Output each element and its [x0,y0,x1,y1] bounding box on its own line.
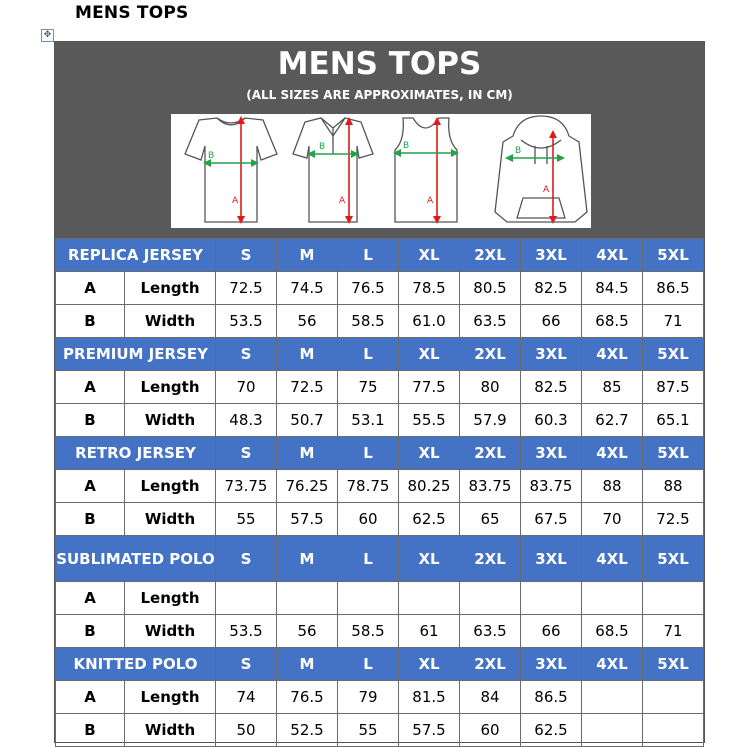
table-cell: 63.5 [460,615,521,648]
table-cell [460,582,521,615]
measure-code: A [56,272,125,305]
section-header-row [56,437,704,470]
table-cell: 76.5 [277,681,338,714]
size-header: XL [399,338,460,371]
measure-code: B [56,305,125,338]
tshirt-b-label: B [208,151,215,161]
size-header: S [216,437,277,470]
table-cell [399,582,460,615]
size-header: XL [399,239,460,272]
document-title: MENS TOPS [75,3,189,23]
table-cell: 52.5 [277,714,338,747]
measure-label: Width [125,404,216,437]
polo-a-label: A [339,196,346,206]
size-header: 5XL [643,536,704,582]
measure-label: Length [125,371,216,404]
size-header: 2XL [460,648,521,681]
table-row [56,272,704,305]
table-cell: 48.3 [216,404,277,437]
measure-code: B [56,404,125,437]
table-cell: 55 [338,714,399,747]
size-header: 4XL [582,239,643,272]
measure-label: Width [125,615,216,648]
table-row [56,582,704,615]
table-cell: 60.3 [521,404,582,437]
size-header: S [216,338,277,371]
measure-label: Length [125,470,216,503]
table-cell: 86.5 [643,272,704,305]
size-header: 3XL [521,338,582,371]
table-row [56,714,704,747]
table-cell [216,582,277,615]
table-cell: 83.75 [460,470,521,503]
size-header: 3XL [521,648,582,681]
section-header-row [56,338,704,371]
garment-illustrations [171,114,591,228]
size-header: 2XL [460,239,521,272]
table-cell: 60 [460,714,521,747]
table-cell: 50.7 [277,404,338,437]
table-cell: 85 [582,371,643,404]
measure-label: Length [125,681,216,714]
table-cell: 62.5 [399,503,460,536]
size-header: S [216,648,277,681]
table-cell: 78.75 [338,470,399,503]
size-header: XL [399,536,460,582]
tshirt-a-label: A [232,196,239,206]
table-row [56,371,704,404]
size-header: S [216,536,277,582]
table-cell: 56 [277,305,338,338]
garment-diagram [171,114,591,228]
table-cell: 68.5 [582,615,643,648]
size-header: M [277,338,338,371]
size-header: L [338,338,399,371]
table-cell: 63.5 [460,305,521,338]
hoodie-b-label: B [515,146,522,156]
table-cell: 53.5 [216,615,277,648]
size-header: 4XL [582,338,643,371]
measure-code: B [56,503,125,536]
table-cell: 58.5 [338,305,399,338]
table-cell: 65.1 [643,404,704,437]
size-header: 4XL [582,536,643,582]
table-cell: 81.5 [399,681,460,714]
table-cell [582,582,643,615]
table-cell: 72.5 [277,371,338,404]
size-header: L [338,437,399,470]
size-header: S [216,239,277,272]
banner-subtitle: (ALL SIZES ARE APPROXIMATES, IN CM) [246,88,513,102]
size-chart-sheet [54,41,705,743]
table-cell: 76.5 [338,272,399,305]
section-header-row [56,648,704,681]
size-header: 3XL [521,239,582,272]
size-header: 2XL [460,536,521,582]
size-header: M [277,648,338,681]
table-cell: 72.5 [216,272,277,305]
table-cell: 61.0 [399,305,460,338]
size-header: L [338,239,399,272]
table-cell: 82.5 [521,371,582,404]
table-cell: 71 [643,305,704,338]
measure-label: Length [125,582,216,615]
size-header: 4XL [582,648,643,681]
size-header: 2XL [460,437,521,470]
measure-code: B [56,714,125,747]
size-header: L [338,536,399,582]
table-row [56,404,704,437]
section-header-row [56,536,704,582]
size-header: 5XL [643,239,704,272]
table-cell: 73.75 [216,470,277,503]
table-cell: 75 [338,371,399,404]
table-cell: 57.5 [399,714,460,747]
singlet-a-label: A [427,196,434,206]
table-cell: 84.5 [582,272,643,305]
size-header: 4XL [582,437,643,470]
table-row [56,681,704,714]
table-row [56,305,704,338]
table-cell: 87.5 [643,371,704,404]
hoodie-icon [495,116,587,222]
header-banner [55,42,704,238]
table-row [56,503,704,536]
size-header: M [277,239,338,272]
size-header: 5XL [643,338,704,371]
table-cell: 66 [521,305,582,338]
table-cell [277,582,338,615]
table-row [56,470,704,503]
table-cell: 80 [460,371,521,404]
section-header-row [56,239,704,272]
table-cell [643,714,704,747]
table-cell: 80.5 [460,272,521,305]
measure-label: Width [125,305,216,338]
table-cell: 53.1 [338,404,399,437]
table-cell: 77.5 [399,371,460,404]
hoodie-a-label: A [543,185,550,195]
table-cell: 62.7 [582,404,643,437]
polo-b-label: B [319,142,326,152]
section-name: REPLICA JERSEY [56,239,216,272]
size-header: 3XL [521,437,582,470]
table-cell: 50 [216,714,277,747]
table-cell [521,582,582,615]
table-cell: 55.5 [399,404,460,437]
size-header: 5XL [643,437,704,470]
table-cell: 60 [338,503,399,536]
table-cell: 57.5 [277,503,338,536]
table-cell: 83.75 [521,470,582,503]
measure-code: A [56,470,125,503]
table-cell: 84 [460,681,521,714]
measure-label: Width [125,714,216,747]
measure-code: A [56,582,125,615]
section-name: SUBLIMATED POLO [56,536,216,582]
table-cell [582,714,643,747]
tshirt-icon [185,118,277,222]
table-cell: 74.5 [277,272,338,305]
table-cell: 86.5 [521,681,582,714]
banner-title: MENS TOPS [277,46,482,82]
table-cell: 88 [643,470,704,503]
table-cell: 70 [582,503,643,536]
table-cell: 56 [277,615,338,648]
table-cell [338,582,399,615]
table-cell [643,582,704,615]
measure-label: Length [125,272,216,305]
size-header: M [277,437,338,470]
table-cell: 88 [582,470,643,503]
singlet-b-label: B [403,141,410,151]
size-header: M [277,536,338,582]
table-cell: 79 [338,681,399,714]
size-header: 2XL [460,338,521,371]
polo-icon [293,118,373,222]
table-cell: 71 [643,615,704,648]
size-header: XL [399,437,460,470]
table-cell: 62.5 [521,714,582,747]
table-cell: 82.5 [521,272,582,305]
table-move-handle-icon[interactable]: ✥ [41,29,54,42]
measure-code: B [56,615,125,648]
table-cell: 68.5 [582,305,643,338]
table-cell: 66 [521,615,582,648]
singlet-icon [395,118,457,222]
table-cell: 67.5 [521,503,582,536]
measure-code: A [56,681,125,714]
size-header: 5XL [643,648,704,681]
table-cell: 58.5 [338,615,399,648]
table-cell: 57.9 [460,404,521,437]
measure-code: A [56,371,125,404]
size-header: XL [399,648,460,681]
table-cell: 65 [460,503,521,536]
table-cell [643,681,704,714]
section-name: KNITTED POLO [56,648,216,681]
table-cell: 78.5 [399,272,460,305]
table-row [56,615,704,648]
section-name: PREMIUM JERSEY [56,338,216,371]
size-table [55,238,704,747]
table-cell: 72.5 [643,503,704,536]
table-cell: 80.25 [399,470,460,503]
size-header: 3XL [521,536,582,582]
measure-label: Width [125,503,216,536]
section-name: RETRO JERSEY [56,437,216,470]
table-cell [582,681,643,714]
table-cell: 53.5 [216,305,277,338]
table-cell: 70 [216,371,277,404]
table-cell: 61 [399,615,460,648]
table-cell: 55 [216,503,277,536]
table-cell: 74 [216,681,277,714]
table-cell: 76.25 [277,470,338,503]
size-header: L [338,648,399,681]
